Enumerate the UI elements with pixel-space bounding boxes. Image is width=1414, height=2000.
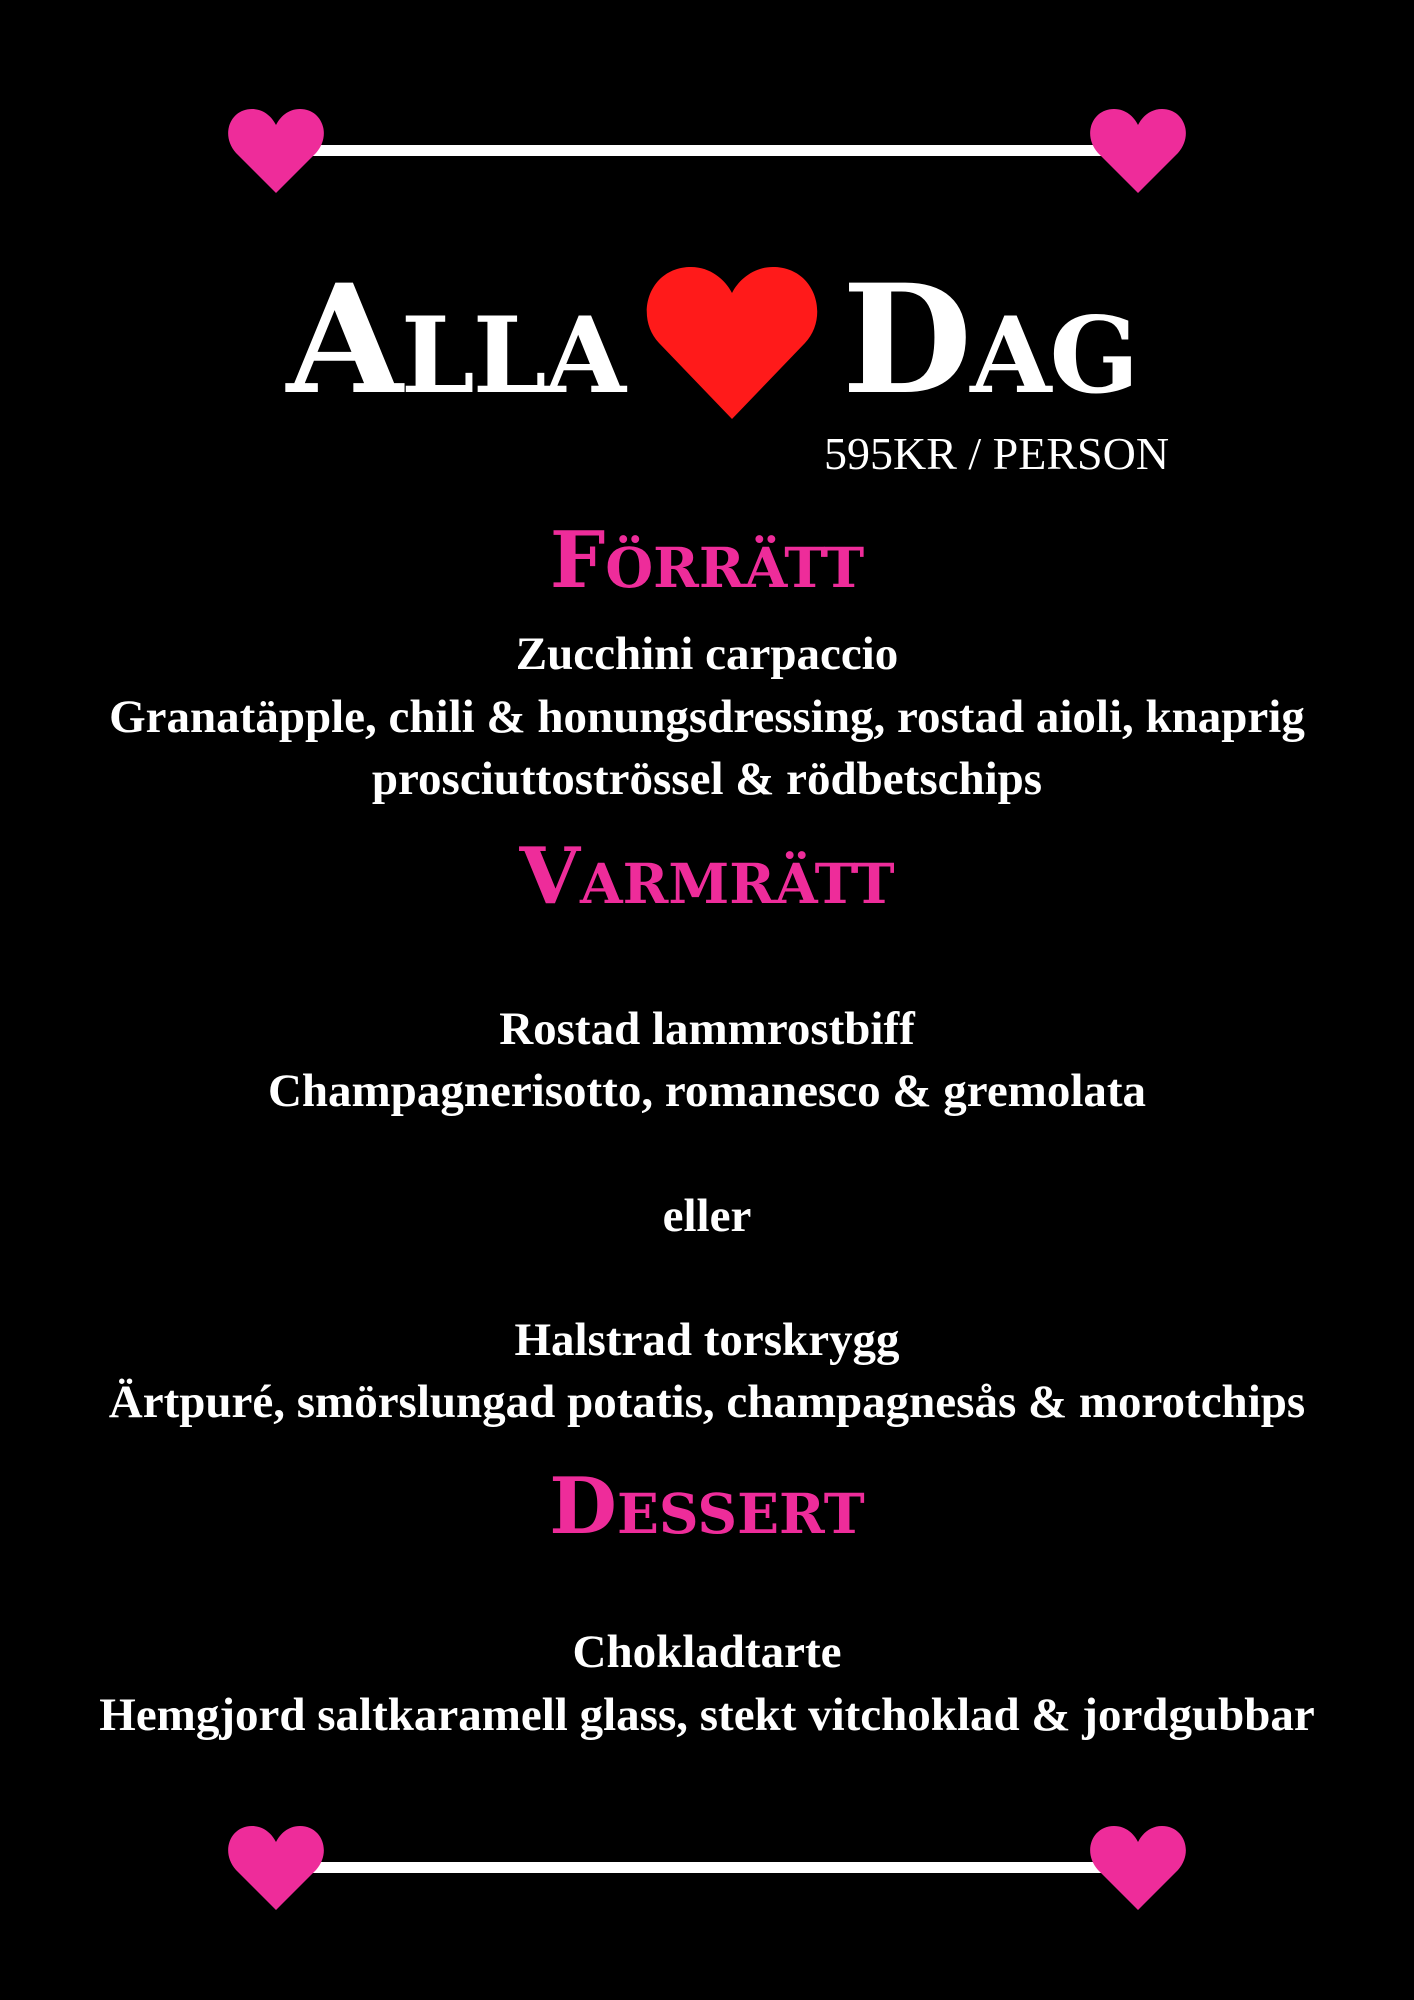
dish-separator: eller (662, 1190, 752, 1242)
divider-line (288, 1862, 1128, 1873)
dish-name: Rostad lammrostbiff (499, 1003, 915, 1055)
section-heading-varmratt: Varmrätt (519, 831, 895, 922)
heart-icon (228, 109, 324, 193)
title-word-right: Dag (842, 252, 1138, 428)
dish-description: Hemgjord saltkaramell glass, stekt vitchoklad & jordgubbar (99, 1689, 1315, 1741)
section-heading-forratt: Förrätt (549, 515, 865, 606)
heart-icon (228, 1826, 324, 1910)
top-heart-divider (228, 105, 1186, 195)
dish-description: prosciuttoströssel & rödbetschips (371, 753, 1043, 805)
price-per-person: 595KR / PERSON (824, 428, 1170, 479)
dish-name: Halstrad torskrygg (514, 1314, 900, 1366)
dish-name: Zucchini carpaccio (515, 628, 899, 680)
dish-description: Champagnerisotto, romanesco & gremolata (267, 1065, 1147, 1117)
heart-icon (645, 263, 819, 421)
menu-title (0, 252, 1414, 428)
heart-icon (1090, 1826, 1186, 1910)
divider-line (288, 145, 1128, 156)
title-word-left: Alla (286, 252, 624, 428)
bottom-heart-divider (228, 1822, 1186, 1912)
dish-description: Ärtpuré, smörslungad potatis, champagnesås & morotchips (108, 1376, 1306, 1428)
heart-icon (1090, 109, 1186, 193)
dish-description: Granatäpple, chili & honungsdressing, rostad aioli, knaprig (109, 691, 1305, 743)
section-heading-dessert: Dessert (549, 1461, 865, 1552)
dish-name: Chokladtarte (572, 1626, 842, 1678)
